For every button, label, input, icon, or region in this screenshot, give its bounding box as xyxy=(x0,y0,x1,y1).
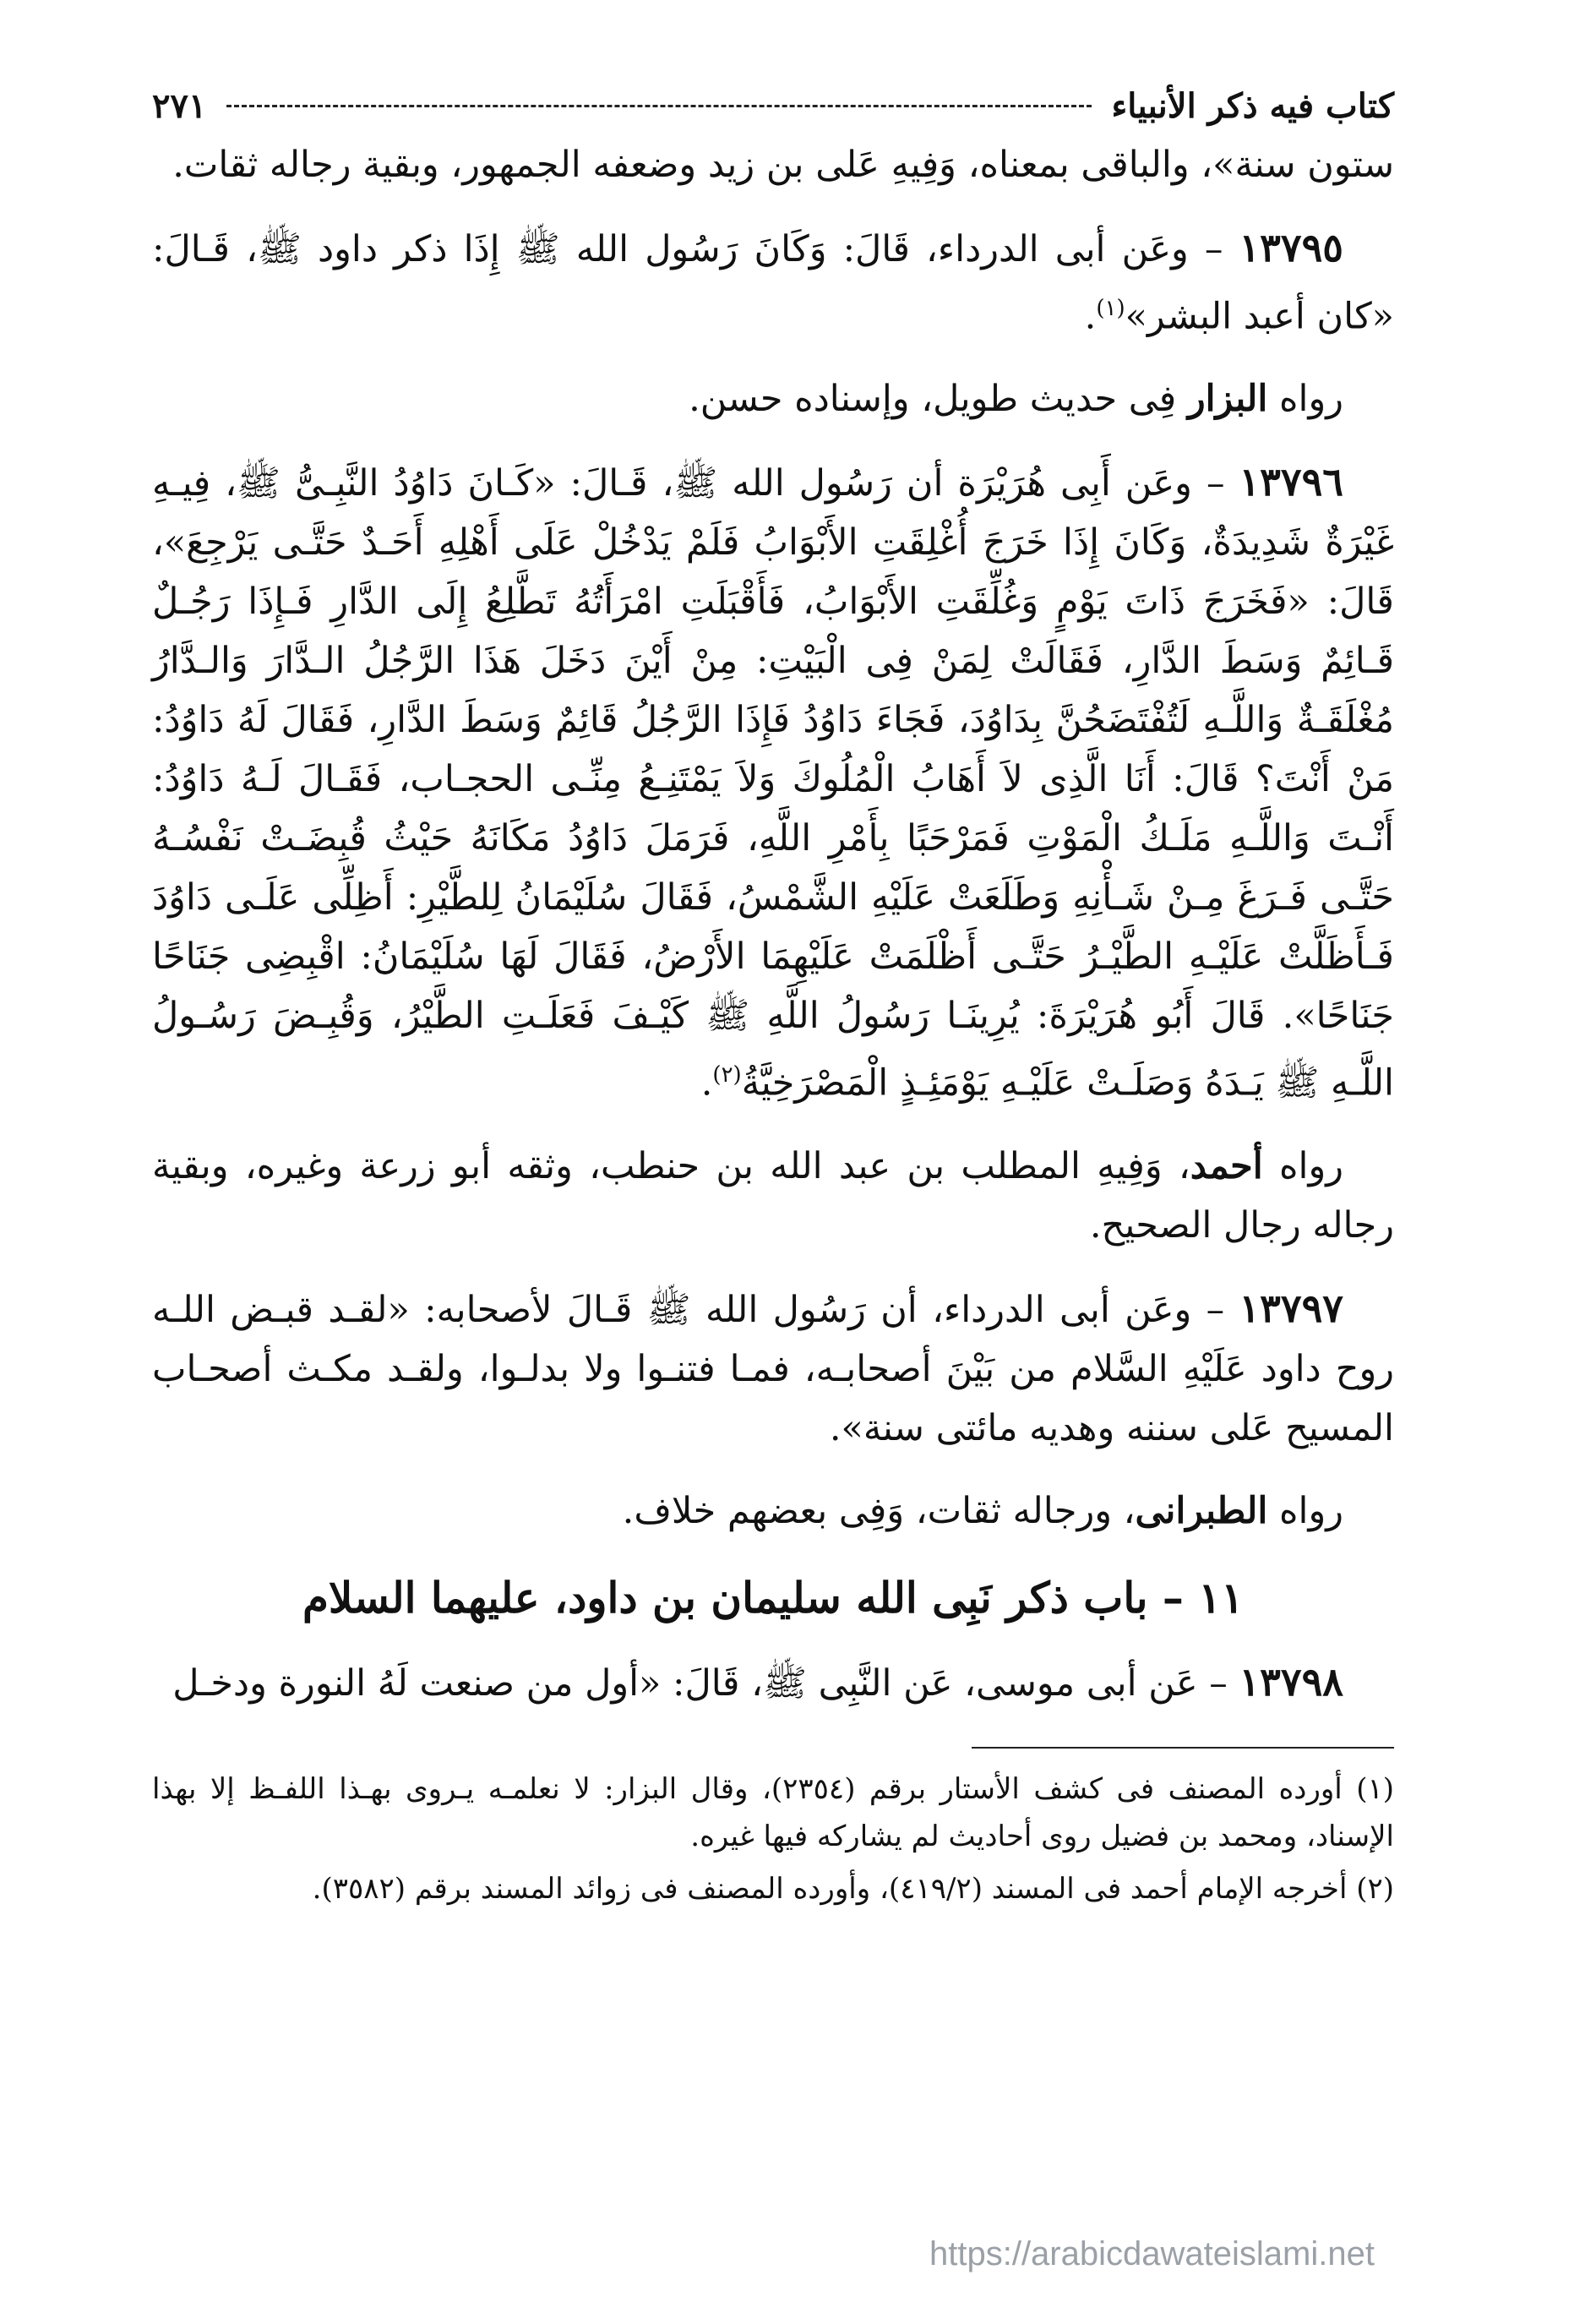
source-note xyxy=(152,1137,1394,1255)
hadith-number: ١٣٧٩٦ xyxy=(1239,459,1343,505)
hadith-13798 xyxy=(152,1652,1394,1713)
source-book: أحمد xyxy=(1190,1144,1263,1187)
footnote-ref-1[interactable]: (١) xyxy=(1096,296,1125,321)
header-dashed-rule xyxy=(226,105,1091,107)
footnote-1: (١) أورده المصنف فى كشف الأستار برقم (٢٣٥٤)، وقال البزار: لا نعلمـه يـروى بهـذا اللفـظ إلا بهذا الإسناد، ومحمد بن فضيل روى أحاديث لم يشاركه فيها غيره. xyxy=(152,1771,1395,1853)
running-title: كتاب فيه ذكر الأنبياء xyxy=(1111,85,1394,126)
footnote-separator xyxy=(972,1747,1394,1749)
hadith-end: . xyxy=(1084,295,1097,338)
hadith-end: . xyxy=(700,1061,713,1105)
source-book: البزار xyxy=(1187,378,1268,421)
hadith-13797 xyxy=(152,1279,1394,1458)
continuation-text: ستون سنة»، والباقى بمعناه، وَفِيهِ عَلى بن زيد وضعفه الجمهور، وبقية رجاله ثقات. xyxy=(172,144,1394,186)
page xyxy=(152,76,1394,1918)
hadith-text: – وعَن أَبِى هُرَيْرَة أن رَسُول الله ﷺ، قَـالَ: «كَـانَ دَاوُدُ النَّبِـىُّ ﷺ، فِيـهِ غَيْرَةٌ شَدِيدَةٌ، وَكَانَ إِذَا خَرَجَ أُغْلِقَتِ الأَبْوَابُ فَلَمْ يَدْخُلْ عَلَى أَهْلِهِ أَحَـدٌ حَتَّـى يَرْجِعَ»، قَالَ: «فَخَرَجَ ذَاتَ يَوْمٍ وَغُلِّقَتِ الأَبْوَابُ، فَأَقْبَلَتِ امْرَأَتُهُ تَطَّلِعُ إِلَى الدَّارِ فَـإِذَا رَجُـلٌ قَـائِمٌ وَسَطَ الدَّارِ، فَقَالَتْ لِمَنْ فِى الْبَيْتِ: مِنْ أَيْنَ دَخَلَ هَذَا الرَّجُلُ الـدَّارَ وَالـدَّارُ مُغْلَقَـةٌ وَاللَّـهِ لَتُفْتَضَحُنَّ بِدَاوُدَ، فَجَاءَ دَاوُدُ فَإِذَا الرَّجُلُ قَائِمٌ وَسَطَ الدَّارِ، فَقَالَ لَهُ دَاوُدُ: مَنْ أَنْتَ؟ قَالَ: أَنَا الَّذِى لاَ أَهَابُ الْمُلُوكَ وَلاَ يَمْتَنِـعُ مِنِّـى الحجـاب، فَقَـالَ لَـهُ دَاوُدُ: أَنْـتَ وَاللَّـهِ مَلَـكُ الْمَوْتِ فَمَرْحَبًا بِأَمْرِ اللَّهِ، فَرَمَلَ دَاوُدُ مَكَانَهُ حَيْثُ قُبِضَـتْ نَفْسُـهُ حَتَّـى فَـرَغَ مِـنْ شَـأْنِهِ وَطَلَعَتْ عَلَيْهِ الشَّمْسُ، فَقَالَ سُلَيْمَانُ لِلطَّيْرِ: أَظِلِّى عَلَـى دَاوُدَ فَـأَظَلَّتْ عَلَيْـهِ الطَّيْـرُ حَتَّـى أَظْلَمَتْ عَلَيْهِمَا الأَرْضُ، فَقَالَ لَهَا سُلَيْمَانُ: اقْبِضِى جَنَاحًا جَنَاحًا». قَالَ أَبُو هُرَيْرَةَ: يُرِينَـا رَسُولُ اللَّهِ ﷺ كَيْـفَ فَعَلَـتِ الطَّيْرُ، وَقُبِـضَ رَسُـولُ اللَّـهِ ﷺ يَـدَهُ وَصَلَـتْ عَلَيْـهِ يَوْمَئِـذٍ الْمَصْرَخِيَّةُ xyxy=(152,462,1394,1105)
source-prefix: رواه xyxy=(1267,378,1343,421)
hadith-13796 xyxy=(152,452,1394,1112)
hadith-13795 xyxy=(152,218,1394,346)
hadith-text: – وعَن أبى الدرداء، أن رَسُول الله ﷺ قَـالَ لأصحابه: «لقـد قبـض اللـه روح داود عَلَيْهِ السَّلام من بَيْنَ أصحابـه، فمـا فتنـوا ولا بدلـوا، ولقـد مكـث أصحـاب المسيح عَلى سننه وهديه مائتى سنة». xyxy=(152,1288,1394,1449)
hadith-text: – عَن أبى موسى، عَن النَّبِى ﷺ، قَالَ: «أول من صنعت لَهُ النورة ودخـل xyxy=(172,1661,1239,1705)
source-book: الطبرانى xyxy=(1135,1489,1268,1532)
footnote-2: (٢) أخرجه الإمام أحمد فى المسند (٤١٩/٢)، وأورده المصنف فى زوائد المسند برقم (٣٥٨٢). xyxy=(312,1871,1394,1906)
hadith-number: ١٣٧٩٧ xyxy=(1239,1285,1343,1331)
footnote-ref-2[interactable]: (٢) xyxy=(712,1062,742,1089)
source-prefix: رواه xyxy=(1267,1489,1343,1532)
source-note xyxy=(152,1481,1394,1541)
hadith-number: ١٣٧٩٥ xyxy=(1239,225,1343,270)
source-prefix: رواه xyxy=(1262,1144,1343,1187)
page-number: ٢٧١ xyxy=(152,85,207,126)
source-note xyxy=(152,369,1394,428)
running-header xyxy=(152,76,1394,135)
source-rest: ، ورجاله ثقات، وَفِى بعضهم خلاف. xyxy=(622,1489,1136,1532)
hadith-text: – وعَن أبى الدرداء، قَالَ: وَكَانَ رَسُول الله ﷺ إِذَا ذكر داود ﷺ، قَـالَ: «كان أعبد البشر» xyxy=(152,228,1394,338)
watermark-url[interactable]: https://arabicdawateislami.net xyxy=(929,2235,1375,2273)
source-rest: فِى حديث طويل، وإسناده حسن. xyxy=(689,378,1188,421)
continuation-paragraph xyxy=(152,135,1394,194)
hadith-number: ١٣٧٩٨ xyxy=(1239,1658,1343,1705)
source-rest: ، وَفِيهِ المطلب بن عبد الله بن حنطب، وثقه أبو زرعة وغيره، وبقية رجاله رجال الصحيح. xyxy=(152,1144,1394,1247)
chapter-heading: ١١ – باب ذكر نَبِى الله سليمان بن داود، عليهما السلام xyxy=(302,1572,1245,1623)
